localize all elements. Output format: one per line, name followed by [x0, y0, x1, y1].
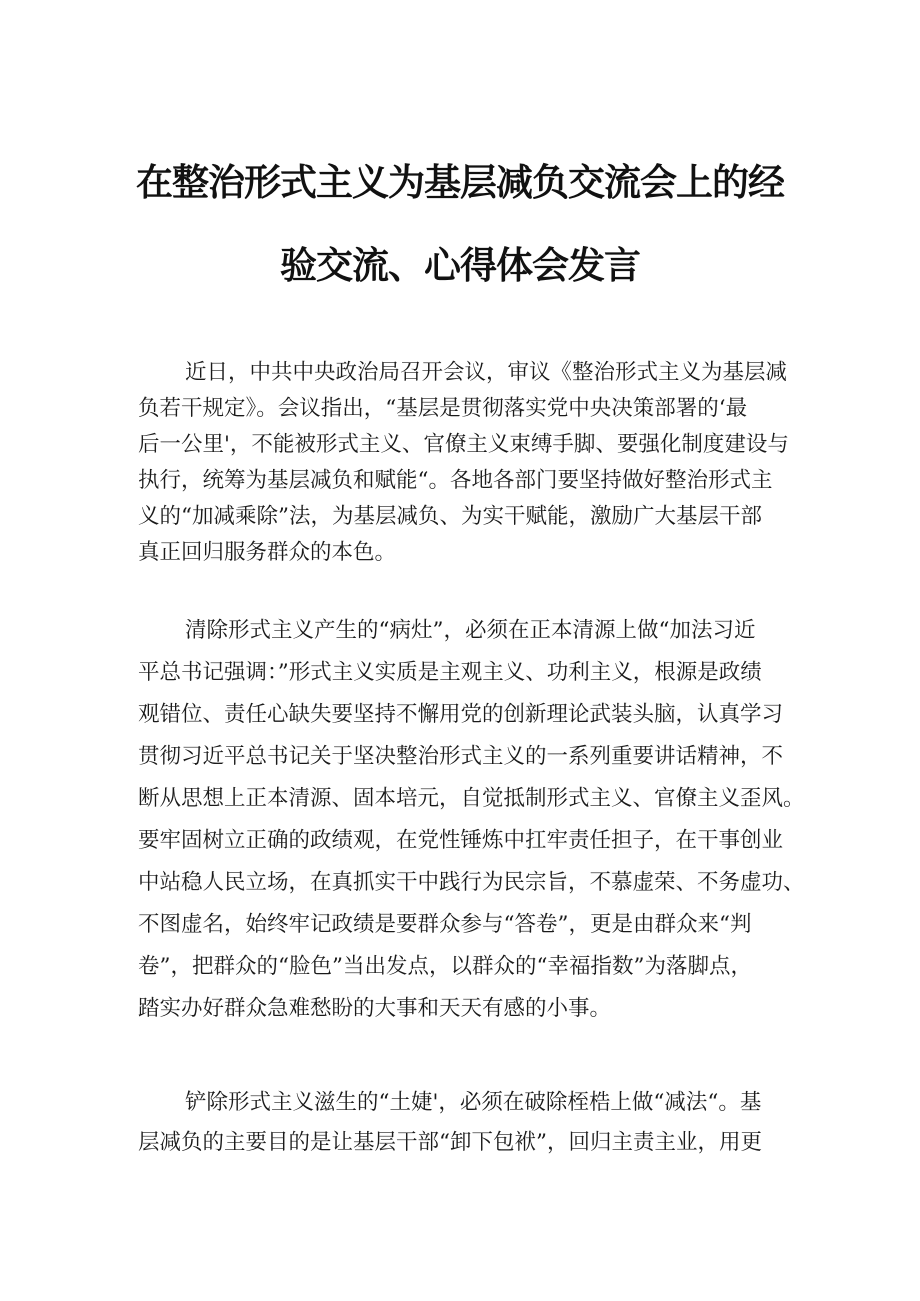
paragraph-1-line: 后一公里'，不能被形式主义、官僚主义束缚手脚、要强化制度建设与 — [138, 432, 789, 457]
paragraph-1-line: 义的“加减乘除”法，为基层减负、为实干赋能，激励广大基层干部 — [138, 504, 762, 529]
paragraph-2-line: 中站稳人民立场，在真抓实干中践行为民宗旨，不慕虚荣、不务虚功、 — [138, 870, 805, 895]
document-title-line-1: 在整治形式主义为基层减负交流会上的经 — [136, 161, 784, 204]
paragraph-1-line: 负若干规定》。会议指出，“基层是贯彻落实党中央决策部署的‘最 — [138, 396, 748, 421]
paragraph-2-line: 清除形式主义产生的“病灶”，必须在正本清源上做“加法习近 — [185, 618, 756, 643]
paragraph-2-line: 贯彻习近平总书记关于坚决整治形式主义的一系列重要讲话精神，不 — [138, 744, 784, 769]
paragraph-3-line: 铲除形式主义滋生的“土婕'，必须在破除桎梏上做“减法“。基 — [185, 1090, 762, 1115]
paragraph-3-line: 层减负的主要目的是让基层干部“卸下包袱”，回归主责主业，用更 — [138, 1130, 762, 1155]
document-title-line-2: 验交流、心得体会发言 — [280, 244, 640, 287]
paragraph-2-line: 踏实办好群众急难愁盼的大事和天天有感的小事。 — [138, 996, 612, 1021]
paragraph-2-line: 不图虚名，始终牢记政绩是要群众参与“答卷”，更是由群众来“判 — [138, 912, 752, 937]
paragraph-2-line: 断从思想上正本清源、固本培元，自觉抵制形式主义、官僚主义歪风。 — [138, 786, 805, 811]
paragraph-2-line: 观错位、责任心缺失要坚持不懈用党的创新理论武装头脑，认真学习 — [138, 702, 784, 727]
paragraph-2-line: 卷”，把群众的“脸色”当出发点，以群众的“幸福指数”为落脚点， — [138, 954, 752, 979]
paragraph-2-line: 要牢固树立正确的政绩观，在党性锤炼中扛牢责任担子，在干事创业 — [138, 828, 784, 853]
paragraph-1-line: 执行，统筹为基层减负和赋能“。各地各部门要坚持做好整治形式主 — [138, 468, 773, 493]
paragraph-1-line: 近日，中共中央政治局召开会议，审议《整治形式主义为基层减 — [185, 360, 788, 385]
paragraph-1-line: 真正回归服务群众的本色。 — [138, 540, 397, 565]
paragraph-2-line: 平总书记强调：”形式主义实质是主观主义、功利主义，根源是政绩 — [138, 660, 762, 685]
